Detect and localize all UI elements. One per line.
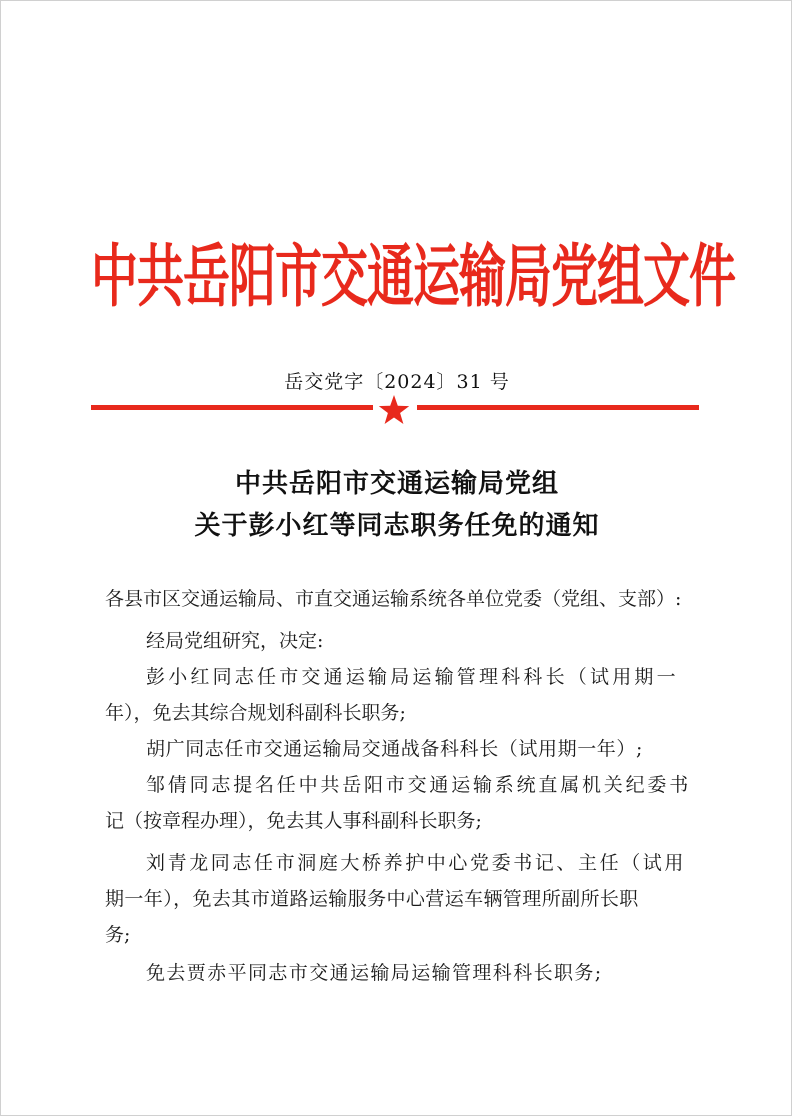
body-line: 邹倩同志提名任中共岳阳市交通运输系统直属机关纪委书 <box>146 774 692 796</box>
document-title-line-2: 关于彭小红等同志职务任免的通知 <box>194 511 600 541</box>
document-number: 岳交党字〔2024〕31 号 <box>284 371 510 393</box>
red-divider-left <box>91 405 373 410</box>
body-line: 经局党组研究，决定: <box>146 630 324 652</box>
body-line: 免去贾赤平同志市交通运输局运输管理科科长职务; <box>146 962 603 984</box>
body-line: 期一年），免去其市道路运输服务中心营运车辆管理所副所长职 <box>105 888 639 910</box>
body-line: 年），免去其综合规划科副科长职务; <box>105 702 406 724</box>
body-line: 记（按章程办理），免去其人事科副科长职务; <box>105 810 482 832</box>
document-title-line-1: 中共岳阳市交通运输局党组 <box>234 469 559 499</box>
body-line: 刘青龙同志任市洞庭大桥养护中心党委书记、主任（试用 <box>146 852 687 874</box>
red-star-icon <box>378 395 410 425</box>
body-line: 务; <box>105 924 131 946</box>
body-line: 胡广同志任市交通运输局交通战备科科长（试用期一年）; <box>146 738 644 760</box>
red-divider-right <box>417 405 699 410</box>
issuer-red-header: 中共岳阳市交通运输局党组文件 <box>91 237 735 318</box>
addressee-line: 各县市区交通运输局、市直交通运输系统各单位党委（党组、支部）: <box>105 588 682 610</box>
body-line: 彭小红同志任市交通运输局运输管理科科长（试用期一 <box>146 666 679 688</box>
